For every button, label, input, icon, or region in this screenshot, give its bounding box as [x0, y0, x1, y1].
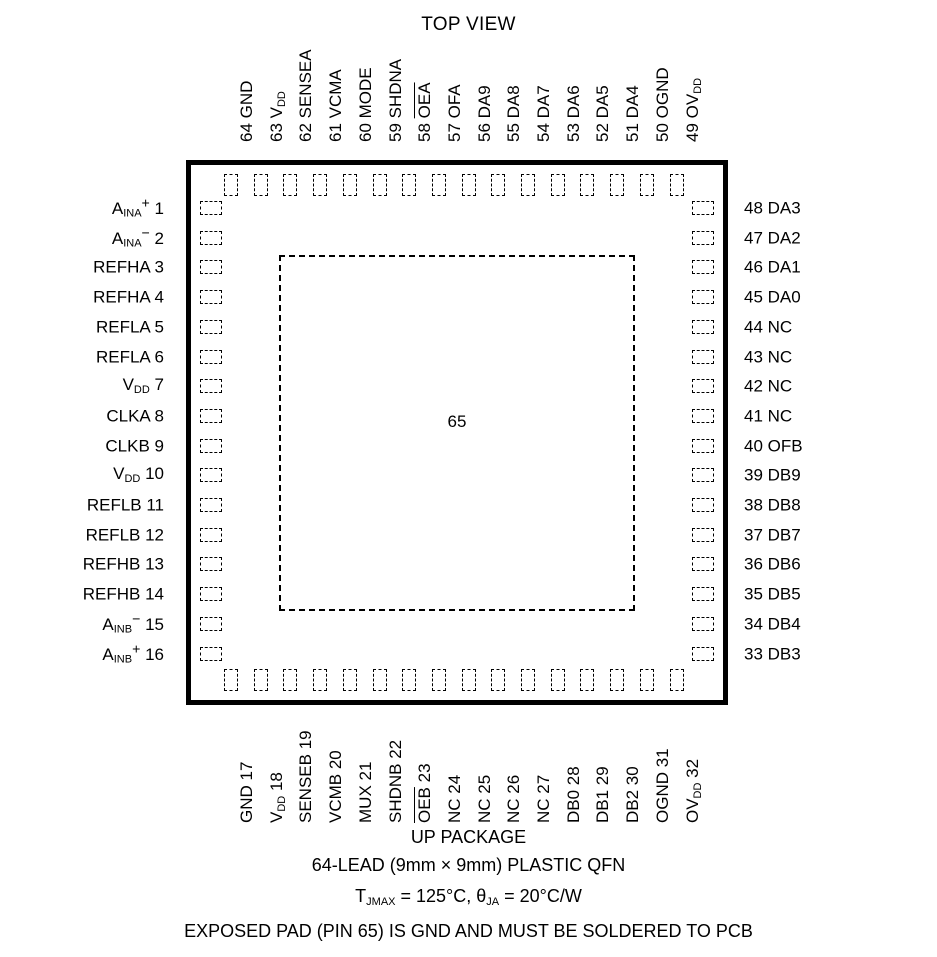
pin-label-top-51: 51 DA4	[623, 85, 643, 142]
pin-pad-DA3-48	[692, 201, 714, 215]
pin-label-left-6: REFLA 6	[95, 347, 164, 366]
pin-label-top-52: 52 DA5	[593, 85, 613, 142]
pin-label-top-49: 49 $OV_{DD}$	[682, 77, 704, 142]
pin-label-right-44: 44 NC	[744, 317, 793, 337]
pin-pad-DB1-29	[580, 669, 594, 691]
pin-label-left-8: CLKA 8	[106, 406, 164, 426]
pin-label-left-10: $V_{DD}$ 10	[113, 464, 164, 486]
pin-pad-SHDNA-59	[373, 174, 387, 196]
pin-label-bottom-28: DB0 28	[563, 766, 583, 823]
pin-pad-OGND-31	[640, 669, 654, 691]
pin-pad-DB9-39	[692, 468, 714, 482]
pin-pad-VCMB-20	[313, 669, 327, 691]
pin-pad-CLKB-9	[200, 439, 222, 453]
pin-label-left-12: REFLB 12	[85, 525, 164, 545]
footer-line-1: UP PACKAGE	[410, 827, 527, 847]
pin-label-top-62: 62 SENSEA	[296, 49, 316, 142]
pin-pad-VDD-18	[254, 669, 268, 691]
pin-label-top-56: 56 DA9	[474, 85, 494, 142]
pin-pad-DA5-52	[580, 174, 594, 196]
footer-line-2: 64-LEAD (9mm × 9mm) PLASTIC QFN	[311, 855, 626, 875]
pin-label-left-2: $A_{INA}^-$ 2	[111, 224, 164, 250]
pin-label-right-37: 37 DB7	[744, 525, 801, 545]
pin-pad-REFHB-14	[200, 587, 222, 601]
pin-label-bottom-31: OGND 31	[652, 748, 672, 823]
pin-pad-NC-43	[692, 350, 714, 364]
pin-pad-CLKA-8	[200, 409, 222, 423]
pin-label-bottom-17: GND 17	[237, 761, 256, 823]
pin-label-top-58: 58 $\overline{OEA}$	[415, 82, 435, 142]
pin-label-bottom-27: NC 27	[534, 774, 553, 823]
pin-pad-DB5-35	[692, 587, 714, 601]
pin-pad-DA4-51	[610, 174, 624, 196]
pin-label-bottom-19: SENSEB 19	[296, 730, 316, 823]
pin-pad-DB6-36	[692, 557, 714, 571]
pin-label-bottom-30: DB2 30	[623, 766, 643, 823]
pin-label-left-9: CLKB 9	[105, 436, 164, 456]
pin-label-top-54: 54 DA7	[534, 85, 553, 142]
page-title: TOP VIEW	[421, 14, 516, 35]
exposed-pad-label: 65	[447, 412, 467, 431]
pin-pad-DA6-53	[551, 174, 565, 196]
pin-pad-NC-42	[692, 379, 714, 393]
pin-pad-DA9-56	[462, 174, 476, 196]
pin-label-right-39: 39 DB9	[744, 465, 801, 485]
pin-label-left-11: REFLB 11	[86, 495, 164, 515]
pin-label-right-33: 33 DB3	[744, 644, 801, 663]
pin-pad-DB7-37	[692, 528, 714, 542]
pin-pad-DA0-45	[692, 290, 714, 304]
pin-label-bottom-18: $V_{DD}$ 18	[266, 772, 288, 823]
pin-label-top-59: 59 SHDNA	[385, 58, 405, 142]
pin-pad-DA8-55	[491, 174, 505, 196]
pin-label-right-36: 36 DB6	[744, 554, 801, 574]
pin-label-left-14: REFHB 14	[82, 584, 164, 604]
pin-pad-DB8-38	[692, 498, 714, 512]
pin-label-bottom-24: NC 24	[444, 774, 464, 823]
pin-pad-SENSEB-19	[283, 669, 297, 691]
pin-label-right-43: 43 NC	[744, 347, 793, 366]
pin-pad-SENSEA-62	[283, 174, 297, 196]
pin-pad-NC-27	[521, 669, 535, 691]
pin-pad-DB2-30	[610, 669, 624, 691]
pin-pad-AINB--15	[200, 617, 222, 631]
pin-label-left-16: $A_{INB}^+$ 16	[102, 640, 164, 666]
pin-pad-REFHB-13	[200, 557, 222, 571]
pin-label-right-34: 34 DB4	[744, 614, 801, 634]
pin-pad-DB4-34	[692, 617, 714, 631]
pin-label-bottom-20: VCMB 20	[326, 750, 346, 823]
pin-pad-VDD-10	[200, 468, 222, 482]
pin-label-top-57: 57 OFA	[444, 84, 464, 142]
pin-pad-OVDD-32	[670, 669, 684, 691]
pin-label-bottom-21: MUX 21	[355, 761, 375, 823]
pin-pad-NC-44	[692, 320, 714, 334]
pin-label-right-38: 38 DB8	[744, 495, 801, 515]
pin-label-right-48: 48 DA3	[744, 198, 801, 218]
pin-pad-NC-41	[692, 409, 714, 423]
pin-pad-NC-24	[432, 669, 446, 691]
pin-label-top-63: 63 $V_{DD}$	[266, 91, 288, 142]
pin-label-bottom-23: $\overline{OEB}$ 23	[415, 763, 435, 823]
pin-pad-AINA--2	[200, 231, 222, 245]
pin-label-left-7: $V_{DD}$ 7	[122, 375, 164, 397]
pin-label-bottom-29: DB1 29	[593, 766, 613, 823]
pin-pad-REFLA-5	[200, 320, 222, 334]
exposed-pad	[279, 255, 635, 611]
pin-label-top-64: 64 GND	[237, 80, 256, 142]
pin-pad-DA1-46	[692, 260, 714, 274]
footer-line-3: $T_{JMAX} = 125^\circ C$, $\theta_{JA} = 20^\circ C/W$	[355, 886, 582, 908]
pin-label-right-35: 35 DB5	[744, 584, 801, 604]
pin-pad-OEB-23	[402, 669, 416, 691]
pin-pad-REFLB-11	[200, 498, 222, 512]
pin-pad-NC-25	[462, 669, 476, 691]
footer-line-4: EXPOSED PAD (PIN 65) IS GND AND MUST BE SOLDERED TO PCB	[184, 921, 753, 941]
pin-label-bottom-26: NC 26	[504, 774, 524, 823]
pin-label-right-40: 40 OFB	[744, 436, 803, 456]
pin-pad-VDD-63	[254, 174, 268, 196]
pin-pad-REFHA-4	[200, 290, 222, 304]
pin-label-left-1: $A_{INA}^+$ 1	[111, 195, 164, 220]
pin-label-right-42: 42 NC	[744, 376, 793, 396]
pin-pad-AINB+-16	[200, 647, 222, 661]
pin-label-left-5: REFLA 5	[95, 317, 164, 337]
pin-label-left-4: REFHA 4	[93, 287, 164, 307]
pin-label-left-15: $A_{INB}^-$ 15	[102, 611, 164, 636]
pin-pad-NC-26	[491, 669, 505, 691]
pin-pad-REFLA-6	[200, 350, 222, 364]
pin-pad-VCMA-61	[313, 174, 327, 196]
pin-pad-DA7-54	[521, 174, 535, 196]
pin-pad-DA2-47	[692, 231, 714, 245]
pin-pad-VDD-7	[200, 379, 222, 393]
pin-pad-DB0-28	[551, 669, 565, 691]
pin-label-bottom-22: SHDNB 22	[385, 739, 405, 823]
pin-pad-OFA-57	[432, 174, 446, 196]
pin-pad-OFB-40	[692, 439, 714, 453]
pin-pad-OEA-58	[402, 174, 416, 196]
pin-label-top-61: 61 VCMA	[326, 69, 346, 142]
pin-label-bottom-32: $OV_{DD}$ 32	[682, 758, 704, 823]
pin-label-top-50: 50 OGND	[652, 67, 672, 142]
pin-pad-REFLB-12	[200, 528, 222, 542]
pin-pad-MUX-21	[343, 669, 357, 691]
pin-label-left-3: REFHA 3	[93, 257, 164, 277]
pin-label-right-45: 45 DA0	[744, 287, 801, 307]
pin-label-right-41: 41 NC	[744, 406, 793, 426]
pin-pad-AINA+-1	[200, 201, 222, 215]
pin-label-bottom-25: NC 25	[474, 774, 494, 823]
pin-pad-OGND-50	[640, 174, 654, 196]
pin-label-top-53: 53 DA6	[563, 85, 583, 142]
pin-label-right-47: 47 DA2	[744, 228, 801, 248]
pin-pad-GND-17	[224, 669, 238, 691]
pin-pad-DB3-33	[692, 647, 714, 661]
pin-pad-REFHA-3	[200, 260, 222, 274]
pin-pad-GND-64	[224, 174, 238, 196]
pin-pad-OVDD-49	[670, 174, 684, 196]
pin-pad-SHDNB-22	[373, 669, 387, 691]
pin-label-left-13: REFHB 13	[82, 554, 164, 574]
pin-pad-MODE-60	[343, 174, 357, 196]
pin-label-top-60: 60 MODE	[355, 67, 375, 142]
pin-label-right-46: 46 DA1	[744, 257, 801, 277]
pin-label-top-55: 55 DA8	[504, 85, 524, 142]
